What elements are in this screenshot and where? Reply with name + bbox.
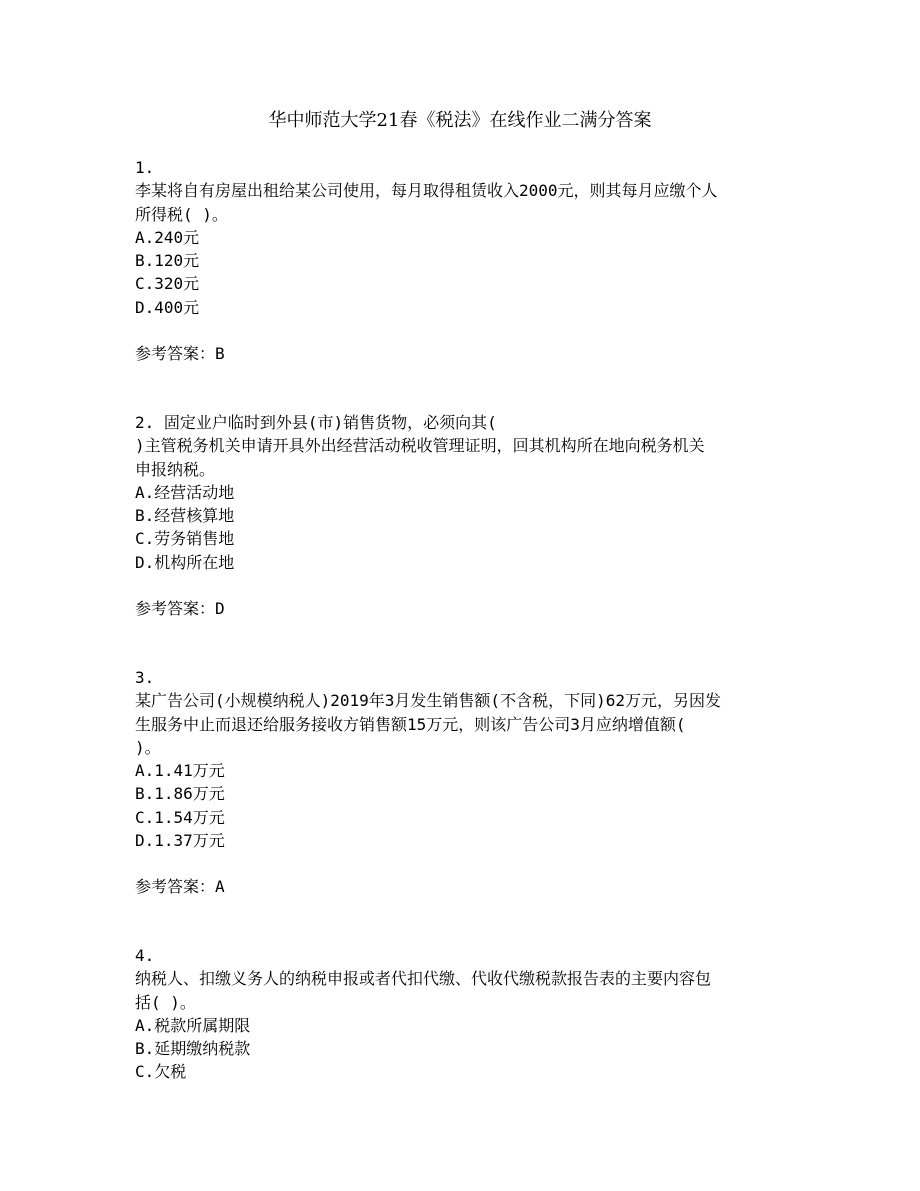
question-1-option-d: D.400元 — [135, 297, 200, 317]
question-3-option-a: A.1.41万元 — [135, 761, 225, 781]
question-3-text-line-2: 生服务中止而退还给服务接收方销售额15万元，则该广告公司3月应纳增值额( — [135, 714, 686, 734]
question-1-number: 1. — [135, 158, 155, 177]
question-2-option-a: A.经营活动地 — [135, 482, 235, 502]
question-3-option-b: B.1.86万元 — [135, 784, 225, 804]
question-2 — [135, 411, 795, 620]
question-1-option-b: B.120元 — [135, 251, 200, 271]
question-1-text-line-2: 所得税( )。 — [135, 204, 228, 224]
question-2-answer: 参考答案：D — [135, 599, 225, 619]
question-2-text-line-3: 申报纳税。 — [135, 459, 216, 479]
question-2-text-line-1: 2. 固定业户临时到外县(市)销售货物，必须向其( — [135, 413, 497, 432]
question-3-text-line-3: )。 — [135, 737, 161, 757]
question-1-option-c: C.320元 — [135, 274, 200, 294]
question-3-text-line-1: 某广告公司(小规模纳税人)2019年3月发生销售额(不含税，下同)62万元，另因发 — [135, 691, 721, 711]
question-3-option-c: C.1.54万元 — [135, 807, 225, 827]
question-3-answer: 参考答案：A — [135, 877, 225, 897]
question-3-number: 3. — [135, 668, 155, 687]
question-4-option-b: B.延期缴纳税款 — [135, 1039, 251, 1059]
question-3 — [135, 666, 795, 899]
question-4-text-line-2: 括( )。 — [135, 992, 196, 1012]
question-3-option-d: D.1.37万元 — [135, 831, 225, 851]
question-2-option-d: D.机构所在地 — [135, 552, 235, 572]
question-1 — [135, 156, 795, 365]
question-2-text-line-2: )主管税务机关申请开具外出经营活动税收管理证明，回其机构所在地向税务机关 — [135, 436, 705, 456]
question-1-option-a: A.240元 — [135, 227, 200, 247]
question-2-option-c: C.劳务销售地 — [135, 529, 235, 549]
question-4-number: 4. — [135, 946, 155, 965]
question-1-answer: 参考答案：B — [135, 344, 225, 364]
question-1-text-line-1: 李某将自有房屋出租给某公司使用，每月取得租赁收入2000元，则其每月应缴个人 — [135, 181, 718, 201]
question-4-text-line-1: 纳税人、扣缴义务人的纳税申报或者代扣代缴、代收代缴税款报告表的主要内容包 — [135, 969, 712, 989]
question-4 — [135, 944, 795, 1084]
question-4-option-c: C.欠税 — [135, 1062, 187, 1082]
question-2-option-b: B.经营核算地 — [135, 506, 235, 526]
document-title: 华中师范大学21春《税法》在线作业二满分答案 — [268, 110, 652, 131]
question-4-option-a: A.税款所属期限 — [135, 1015, 251, 1035]
